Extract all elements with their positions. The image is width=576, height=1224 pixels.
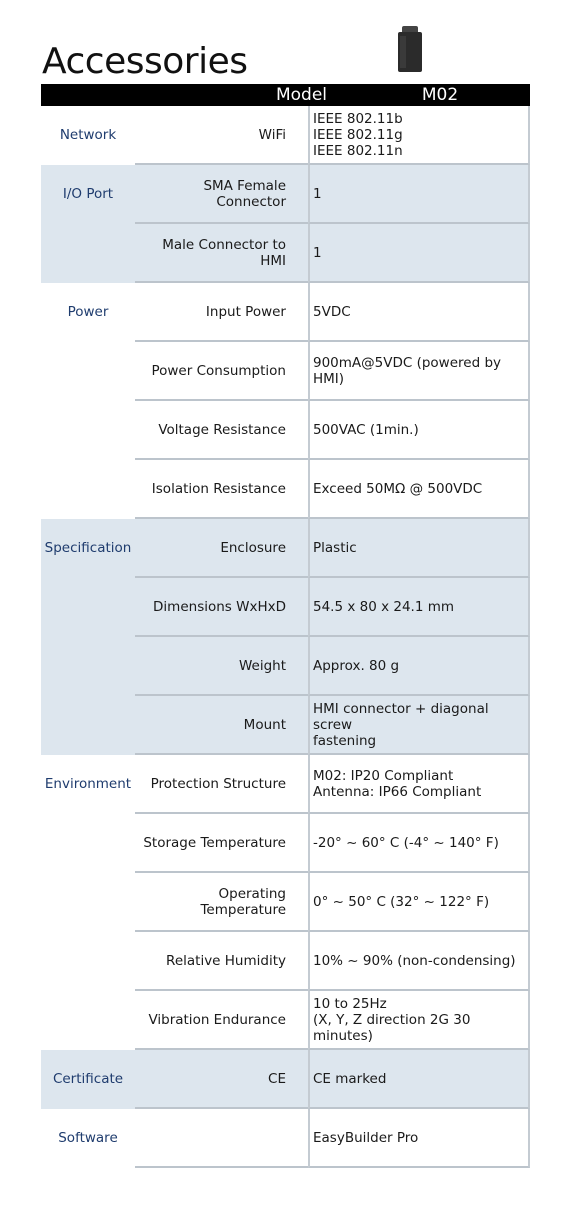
category-label: Software xyxy=(58,1130,118,1146)
table-row xyxy=(41,224,530,283)
spec-value-cell xyxy=(308,755,530,814)
category-label: I/O Port xyxy=(62,186,114,202)
spec-value: 5VDC xyxy=(313,303,351,320)
spec-value-cell xyxy=(308,873,530,932)
spec-value: -20° ~ 60° C (-4° ~ 140° F) xyxy=(313,834,499,851)
spec-value: 10 to 25Hz (X, Y, Z direction 2G 30 minutes) xyxy=(313,995,471,1044)
spec-value-cell xyxy=(308,578,530,637)
category-cell xyxy=(41,224,135,283)
category-label: Environment xyxy=(44,776,132,792)
spec-value: Plastic xyxy=(313,539,357,556)
spec-value: 10% ~ 90% (non-condensing) xyxy=(313,952,516,969)
spec-value-cell xyxy=(308,519,530,578)
spec-label: Weight xyxy=(135,637,308,696)
spec-value-cell xyxy=(308,106,530,165)
table-row xyxy=(41,991,530,1050)
spec-value-cell xyxy=(308,814,530,873)
table-row xyxy=(41,401,530,460)
spec-value: Approx. 80 g xyxy=(313,657,400,674)
spec-label: Power Consumption xyxy=(135,342,308,401)
category-cell xyxy=(41,696,135,755)
table-row xyxy=(41,932,530,991)
spec-label: Protection Structure xyxy=(135,755,308,814)
spec-value: 900mA@5VDC (powered by HMI) xyxy=(313,354,502,387)
category-cell xyxy=(41,637,135,696)
spec-value-cell xyxy=(308,991,530,1050)
spec-label: Input Power xyxy=(135,283,308,342)
table-row xyxy=(41,696,530,755)
device-icon xyxy=(396,26,424,72)
spec-label: CE xyxy=(135,1050,308,1109)
spec-value-cell xyxy=(308,401,530,460)
spec-value: Exceed 50MΩ @ 500VDC xyxy=(313,480,483,497)
spec-value: HMI connector + diagonal screw fastening xyxy=(313,700,489,749)
spec-value-cell xyxy=(308,460,530,519)
spec-label: Operating Temperature xyxy=(135,873,308,932)
spec-value-cell xyxy=(308,283,530,342)
model-header-label: Model xyxy=(275,85,327,105)
table-row xyxy=(41,342,530,401)
spec-label: Dimensions WxHxD xyxy=(135,578,308,637)
category-label: Power xyxy=(67,304,109,320)
spec-value-cell xyxy=(308,696,530,755)
category-cell xyxy=(41,991,135,1050)
table-header xyxy=(41,84,530,106)
spec-label: Storage Temperature xyxy=(135,814,308,873)
spec-value-cell xyxy=(308,342,530,401)
category-label: Certificate xyxy=(52,1071,124,1087)
spec-label: Isolation Resistance xyxy=(135,460,308,519)
spec-value: 0° ~ 50° C (32° ~ 122° F) xyxy=(313,893,490,910)
spec-table xyxy=(41,106,530,1168)
spec-label: Vibration Endurance xyxy=(135,991,308,1050)
category-cell xyxy=(41,578,135,637)
spec-label: Male Connector to HMI xyxy=(135,224,308,283)
spec-value: 54.5 x 80 x 24.1 mm xyxy=(313,598,455,615)
spec-value-cell xyxy=(308,637,530,696)
category-cell xyxy=(41,401,135,460)
spec-value: 1 xyxy=(313,244,322,261)
category-cell xyxy=(41,814,135,873)
spec-value: M02: IP20 Compliant Antenna: IP66 Compliant xyxy=(313,767,482,800)
spec-value-cell xyxy=(308,932,530,991)
table-row xyxy=(41,814,530,873)
spec-value: CE marked xyxy=(313,1070,387,1087)
spec-label: Mount xyxy=(135,696,308,755)
category-label: Network xyxy=(59,127,117,143)
spec-value-cell xyxy=(308,224,530,283)
spec-value: EasyBuilder Pro xyxy=(313,1129,419,1146)
table-row xyxy=(41,873,530,932)
category-cell xyxy=(41,342,135,401)
spec-value: 500VAC (1min.) xyxy=(313,421,419,438)
category-cell xyxy=(41,873,135,932)
spec-label: Enclosure xyxy=(135,519,308,578)
spec-label: WiFi xyxy=(135,106,308,165)
table-row xyxy=(41,460,530,519)
model-header-value: M02 xyxy=(421,85,459,105)
spec-value-cell xyxy=(308,1109,530,1168)
spec-label: SMA Female Connector xyxy=(135,165,308,224)
spec-value: IEEE 802.11b IEEE 802.11g IEEE 802.11n xyxy=(313,110,403,159)
spec-label: Relative Humidity xyxy=(135,932,308,991)
table-row xyxy=(41,637,530,696)
spec-value-cell xyxy=(308,1050,530,1109)
spec-value-cell xyxy=(308,165,530,224)
page-title: Accessories xyxy=(42,41,248,82)
spec-value: 1 xyxy=(313,185,322,202)
table-row xyxy=(41,578,530,637)
spec-label: Voltage Resistance xyxy=(135,401,308,460)
category-label: Specification xyxy=(44,540,132,556)
spec-label xyxy=(135,1109,308,1168)
category-cell xyxy=(41,460,135,519)
category-cell xyxy=(41,932,135,991)
